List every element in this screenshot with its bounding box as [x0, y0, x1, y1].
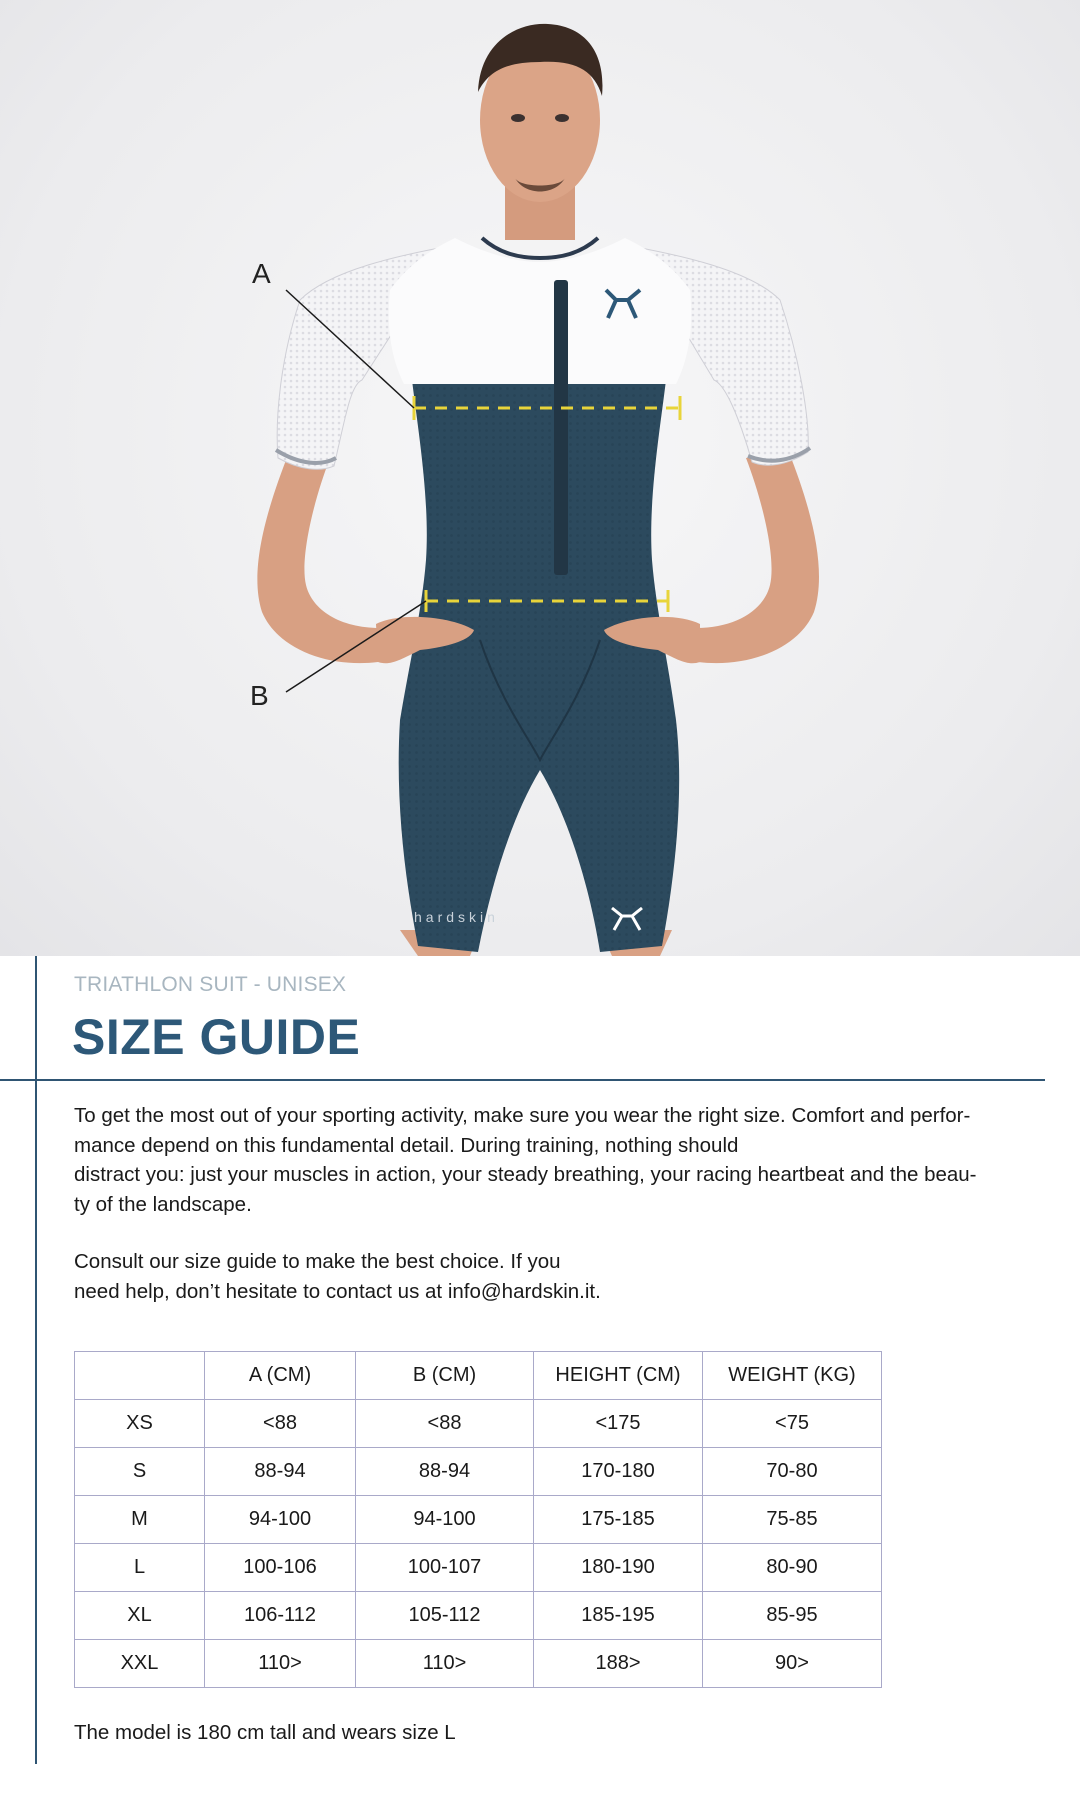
table-cell: 106-112	[205, 1592, 356, 1640]
accent-vertical-rule	[35, 956, 37, 1764]
table-cell: 188>	[534, 1640, 703, 1688]
table-cell: 175-185	[534, 1496, 703, 1544]
table-cell: 88-94	[205, 1448, 356, 1496]
size-table	[74, 1351, 882, 1688]
table-header-row	[75, 1352, 882, 1400]
consult-paragraph	[74, 1247, 1034, 1306]
table-header-cell: B (CM)	[356, 1352, 534, 1400]
size-label-cell: XXL	[75, 1640, 205, 1688]
table-cell: 70-80	[703, 1448, 882, 1496]
table-cell: <88	[205, 1400, 356, 1448]
intro-line: ty of the landscape.	[74, 1192, 252, 1216]
table-cell: <175	[534, 1400, 703, 1448]
table-cell: 100-106	[205, 1544, 356, 1592]
table-row	[75, 1640, 882, 1688]
model-size-note: The model is 180 cm tall and wears size L	[74, 1721, 456, 1744]
table-cell: 88-94	[356, 1448, 534, 1496]
size-label-cell: L	[75, 1544, 205, 1592]
intro-paragraph	[74, 1101, 1034, 1219]
size-label-cell: S	[75, 1448, 205, 1496]
table-cell: 94-100	[356, 1496, 534, 1544]
marker-a-label: A	[252, 258, 271, 289]
table-cell: <88	[356, 1400, 534, 1448]
size-label-cell: M	[75, 1496, 205, 1544]
table-header-cell	[75, 1352, 205, 1400]
table-cell: 100-107	[356, 1544, 534, 1592]
consult-line: Consult our size guide to make the best choice. If you	[74, 1250, 561, 1273]
table-row	[75, 1544, 882, 1592]
leg-brand-text: hardskin	[414, 909, 499, 925]
table-cell: 80-90	[703, 1544, 882, 1592]
table-cell: 75-85	[703, 1496, 882, 1544]
size-label-cell: XL	[75, 1592, 205, 1640]
page-title: SIZE GUIDE	[72, 1009, 361, 1065]
marker-b-label: B	[250, 680, 269, 711]
intro-line: To get the most out of your sporting activity, make sure you wear the right size. Comfort and perfor-	[74, 1104, 971, 1127]
product-subtitle: TRIATHLON SUIT - UNISEX	[74, 973, 347, 996]
table-row	[75, 1592, 882, 1640]
table-cell: 180-190	[534, 1544, 703, 1592]
intro-line: mance depend on this fundamental detail. During training, nothing should	[74, 1133, 739, 1157]
table-header-cell: HEIGHT (CM)	[534, 1352, 703, 1400]
table-header-cell: A (CM)	[205, 1352, 356, 1400]
size-label-cell: XS	[75, 1400, 205, 1448]
table-cell: 110>	[356, 1640, 534, 1688]
table-cell: <75	[703, 1400, 882, 1448]
table-cell: 110>	[205, 1640, 356, 1688]
table-cell: 185-195	[534, 1592, 703, 1640]
table-header-cell: WEIGHT (KG)	[703, 1352, 882, 1400]
consult-line: need help, don’t hesitate to contact us at info@hardskin.it.	[74, 1279, 601, 1303]
table-row	[75, 1400, 882, 1448]
table-cell: 90>	[703, 1640, 882, 1688]
table-cell: 85-95	[703, 1592, 882, 1640]
accent-horizontal-rule	[0, 1079, 1045, 1081]
table-row	[75, 1496, 882, 1544]
intro-line: distract you: just your muscles in action, your steady breathing, your racing heartbeat and the beau-	[74, 1163, 977, 1186]
table-cell: 105-112	[356, 1592, 534, 1640]
table-cell: 94-100	[205, 1496, 356, 1544]
table-cell: 170-180	[534, 1448, 703, 1496]
table-row	[75, 1448, 882, 1496]
